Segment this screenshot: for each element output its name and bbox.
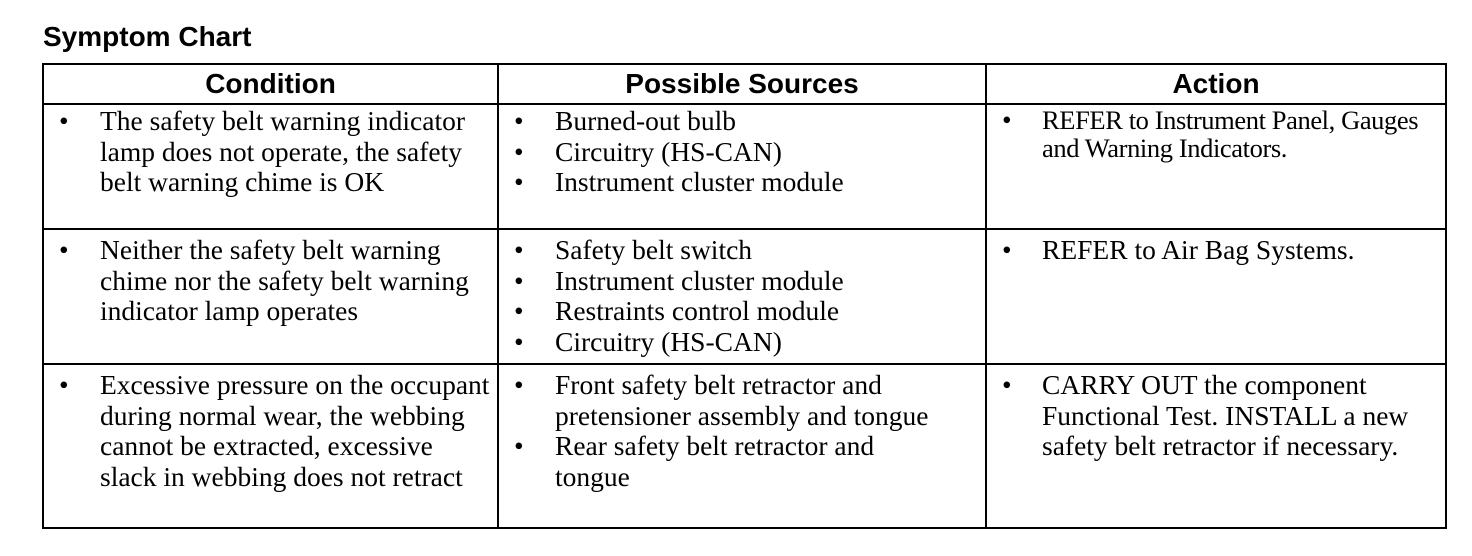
list-item [499, 167, 981, 198]
bullet-icon: • [514, 325, 524, 357]
bullet-icon: • [514, 135, 524, 167]
page-title: Symptom Chart [43, 21, 252, 52]
list-item [44, 235, 493, 327]
bullet-icon: • [514, 234, 524, 265]
bullet-icon: • [59, 234, 69, 265]
symptom-chart-table [42, 63, 1447, 529]
list-item [499, 266, 981, 297]
bullet-icon: • [514, 105, 524, 136]
list-item [44, 106, 493, 198]
bullet-icon: • [514, 369, 524, 400]
action-text: CARRY OUT the component Functional Test. INSTALL a new safety belt retractor if necessary. [1042, 369, 1409, 461]
source-text: Restraints control module [555, 295, 840, 326]
bullet-icon: • [59, 369, 69, 400]
bullet-icon: • [1002, 234, 1012, 265]
table-row [43, 104, 1446, 229]
bullet-icon: • [514, 264, 524, 296]
bullet-icon: • [514, 295, 524, 326]
source-text: Instrument cluster module [555, 264, 844, 296]
list-item [499, 106, 981, 137]
condition-cell [43, 364, 498, 528]
header-row [43, 64, 1446, 104]
source-text: Circuitry (HS-CAN) [555, 135, 782, 167]
source-text: Rear safety belt retractor and tongue [555, 430, 875, 492]
condition-cell [43, 229, 498, 364]
source-text: Instrument cluster module [555, 166, 844, 197]
list-item [499, 370, 981, 431]
list-item [44, 370, 493, 492]
list-item [499, 327, 981, 358]
list-item [987, 370, 1441, 462]
list-item [987, 235, 1441, 266]
source-text: Burned-out bulb [555, 105, 737, 136]
list-item [499, 235, 981, 266]
sources-cell [498, 229, 986, 364]
condition-text: Excessive pressure on the occupant during normal wear, the webbing cannot be extracted, excessive slack in webbing does not retract [100, 369, 490, 492]
list-item [499, 137, 981, 168]
list-item [499, 431, 981, 492]
bullet-icon: • [514, 166, 524, 197]
bullet-icon: • [1002, 104, 1012, 135]
condition-cell [43, 104, 498, 229]
condition-text: Neither the safety belt warning chime nor the safety belt warning indicator lamp operates [100, 234, 469, 326]
list-item [499, 296, 981, 327]
bullet-icon: • [1002, 369, 1012, 400]
table-row [43, 364, 1446, 528]
source-text: Safety belt switch [555, 234, 753, 265]
column-header-condition: Condition [43, 64, 498, 104]
column-header-possible-sources: Possible Sources [498, 64, 986, 104]
action-text: REFER to Air Bag Systems. [1042, 234, 1355, 265]
source-text: Front safety belt retractor and pretensioner assembly and tongue [555, 369, 929, 431]
action-cell [986, 364, 1446, 528]
list-item [987, 106, 1441, 162]
source-text: Circuitry (HS-CAN) [555, 325, 782, 357]
bullet-icon: • [514, 430, 524, 461]
action-cell [986, 229, 1446, 364]
action-text: REFER to Instrument Panel, Gauges and Warning Indicators. [1042, 105, 1419, 163]
column-header-action: Action [986, 64, 1446, 104]
bullet-icon: • [59, 105, 69, 136]
sources-cell [498, 364, 986, 528]
table-row [43, 229, 1446, 364]
condition-text: The safety belt warning indicator lamp does not operate, the safety belt warning chime is OK [100, 105, 466, 197]
action-cell [986, 104, 1446, 229]
sources-cell [498, 104, 986, 229]
